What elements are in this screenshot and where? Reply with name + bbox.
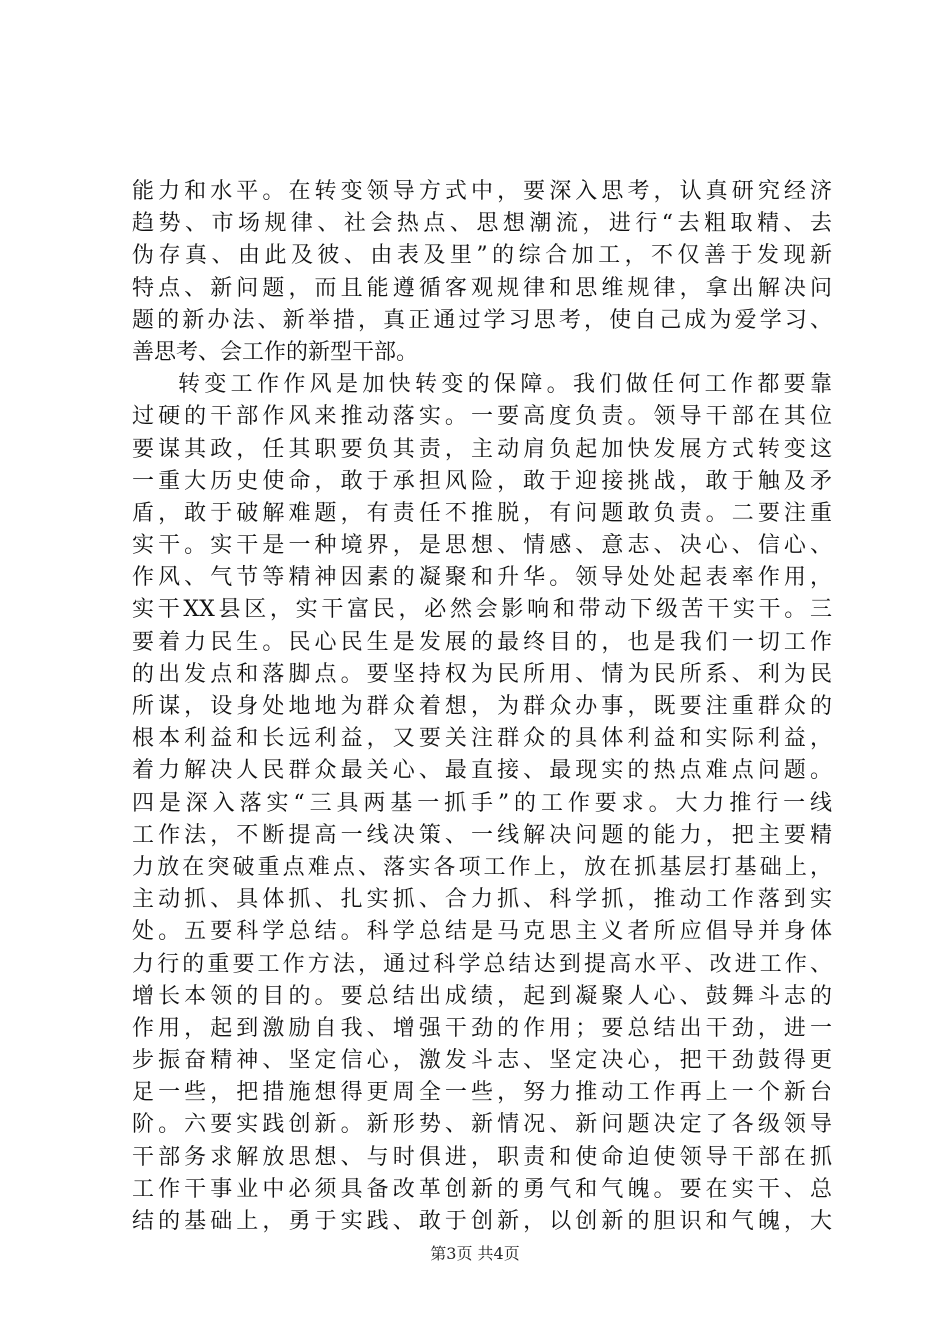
text-line: 步振奋精神、坚定信心，激发斗志、坚定决心，把干劲鼓得更	[132, 1048, 832, 1074]
page-footer	[0, 1244, 950, 1264]
text-line: 作风、气节等精神因素的凝聚和升华。领导处处起表率作用，	[132, 565, 832, 591]
text-line: 要谋其政，任其职要负其责，主动肩负起加快发展方式转变这	[132, 436, 832, 462]
text-line: 趋势、市场规律、社会热点、思想潮流，进行“去粗取精、去	[132, 211, 832, 237]
paragraph-start-line: 转变工作作风是加快转变的保障。我们做任何工作都要靠	[178, 372, 832, 398]
text-line: 作用，起到激励自我、增强干劲的作用；要总结出干劲，进一	[132, 1015, 832, 1041]
text-line: 根本利益和长远利益，又要关注群众的具体利益和实际利益，	[132, 726, 832, 752]
text-line: 力行的重要工作方法，通过科学总结达到提高水平、改进工作、	[132, 951, 832, 977]
text-line: 主动抓、具体抓、扎实抓、合力抓、科学抓，推动工作落到实	[132, 887, 832, 913]
body-text	[132, 176, 832, 1238]
text-line: 一重大历史使命，敢于承担风险，敢于迎接挑战，敢于触及矛	[132, 468, 832, 494]
text-line: 要着力民生。民心民生是发展的最终目的，也是我们一切工作	[132, 629, 832, 655]
text-line: 特点、新问题，而且能遵循客观规律和思维规律，拿出解决问	[132, 275, 832, 301]
text-line: 结的基础上，勇于实践、敢于创新，以创新的胆识和气魄，大	[132, 1209, 832, 1234]
text-line: 阶。六要实践创新。新形势、新情况、新问题决定了各级领导	[132, 1112, 832, 1138]
text-line: 题的新办法、新举措，真正通过学习思考，使自己成为爱学习、	[132, 307, 832, 333]
text-line: 实干XX县区，实干富民，必然会影响和带动下级苦干实干。三	[132, 597, 832, 623]
text-line: 着力解决人民群众最关心、最直接、最现实的热点难点问题。	[132, 758, 832, 784]
text-line: 干部务求解放思想、与时俱进，职责和使命迫使领导干部在抓	[132, 1144, 832, 1170]
text-line: 工作法，不断提高一线决策、一线解决问题的能力，把主要精	[132, 822, 832, 848]
text-line: 盾，敢于破解难题，有责任不推脱，有问题敢负责。二要注重	[132, 500, 832, 526]
text-line: 的出发点和落脚点。要坚持权为民所用、情为民所系、利为民	[132, 661, 832, 687]
page-number-label: 第3页 共4页	[430, 1244, 520, 1263]
text-line: 足一些，把措施想得更周全一些，努力推动工作再上一个新台	[132, 1080, 832, 1106]
text-line: 善思考、会工作的新型干部。	[132, 339, 419, 365]
text-line: 过硬的干部作风来推动落实。一要高度负责。领导干部在其位	[132, 404, 832, 430]
text-line: 工作干事业中必须具备改革创新的勇气和气魄。要在实干、总	[132, 1176, 832, 1202]
text-line: 增长本领的目的。要总结出成绩，起到凝聚人心、鼓舞斗志的	[132, 983, 832, 1009]
text-line: 实干。实干是一种境界，是思想、情感、意志、决心、信心、	[132, 533, 832, 559]
text-line: 能力和水平。在转变领导方式中，要深入思考，认真研究经济	[132, 179, 832, 204]
text-line: 处。五要科学总结。科学总结是马克思主义者所应倡导并身体	[132, 919, 832, 945]
text-line: 四是深入落实“三具两基一抓手”的工作要求。大力推行一线	[132, 790, 832, 816]
text-line: 力放在突破重点难点、落实各项工作上，放在抓基层打基础上，	[132, 854, 832, 880]
text-line: 所谋，设身处地地为群众着想，为群众办事，既要注重群众的	[132, 694, 832, 719]
text-line: 伪存真、由此及彼、由表及里”的综合加工，不仅善于发现新	[132, 243, 832, 269]
